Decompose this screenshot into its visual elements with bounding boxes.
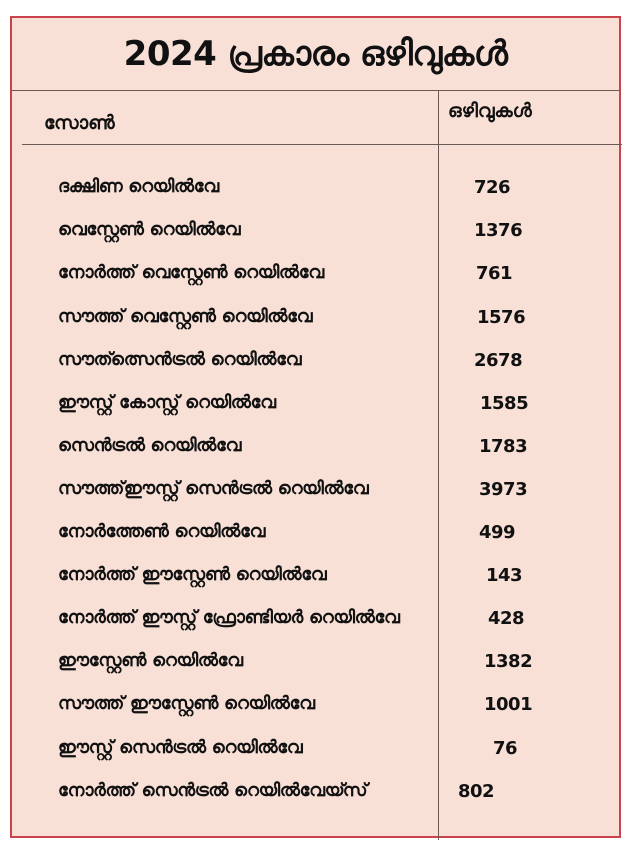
table-row [12,521,619,551]
vacancy-count: 428 [488,608,525,629]
vacancy-count: 1783 [479,436,528,457]
zone-name: നോർത്ത് സെൻട്രൽ റെയിൽവേയ്സ് [58,780,368,801]
zone-name: നോർത്ത് വെസ്റ്റേൺ റെയിൽവേ [58,262,324,283]
zone-name: നോർത്ത് ഈസ്റ്റേൺ റെയിൽവേ [58,564,327,585]
table-row [12,478,619,508]
vacancy-count: 76 [493,738,518,759]
table-row [12,650,619,680]
vacancy-count: 3973 [479,479,528,500]
table-row [12,607,619,637]
table-row [12,349,619,379]
table-title: 2024 പ്രകാരം ഒഴിവുകൾ [123,34,508,74]
table-body [12,18,619,836]
vacancy-count: 143 [486,565,523,586]
table-row [12,693,619,723]
column-header-zone: സോൺ [44,112,115,134]
zone-name: നോർത്തേൺ റെയിൽവേ [58,521,266,542]
vacancy-count: 802 [458,781,495,802]
zone-name: വെസ്റ്റേൺ റെയിൽവേ [58,219,241,240]
vacancy-count: 1382 [484,651,533,672]
column-header-vacancies: ഒഴിവുകൾ [448,100,532,122]
zone-name: സൗത്ത്സെൻട്രൽ റെയിൽവേ [58,349,302,370]
zone-name: സൗത്ത് വെസ്റ്റേൺ റെയിൽവേ [58,306,313,327]
vacancy-count: 1001 [484,694,533,715]
vacancy-count: 1585 [480,393,529,414]
table-row [12,219,619,249]
vacancy-count: 1576 [477,307,526,328]
vacancy-count: 1376 [474,220,523,241]
vacancy-table-card [10,16,621,838]
zone-name: ഈസ്റ്റ് സെൻട്രൽ റെയിൽവേ [58,737,303,758]
table-row [12,306,619,336]
zone-name: ഈസ്റ്റേൺ റെയിൽവേ [58,650,243,671]
table-row [12,737,619,767]
vacancy-count: 2678 [474,350,523,371]
vacancy-count: 726 [474,177,511,198]
zone-name: സൗത്ത് ഈസ്റ്റേൺ റെയിൽവേ [58,693,315,714]
table-row [12,262,619,292]
zone-name: നോർത്ത് ഈസ്റ്റ് ഫ്രോണ്ടിയർ റെയിൽവേ [58,607,400,628]
table-row [12,780,619,810]
table-row [12,176,619,206]
vacancy-count: 499 [479,522,516,543]
zone-name: സെൻട്രൽ റെയിൽവേ [58,435,242,456]
vacancy-count: 761 [476,263,513,284]
zone-name: ഈസ്റ്റ് കോസ്റ്റ് റെയിൽവേ [58,392,276,413]
zone-name: ദക്ഷിണ റെയിൽവേ [58,176,219,197]
table-row [12,435,619,465]
zone-name: സൗത്ത്ഈസ്റ്റ് സെൻട്രൽ റെയിൽവേ [58,478,369,499]
table-row [12,392,619,422]
table-row [12,564,619,594]
